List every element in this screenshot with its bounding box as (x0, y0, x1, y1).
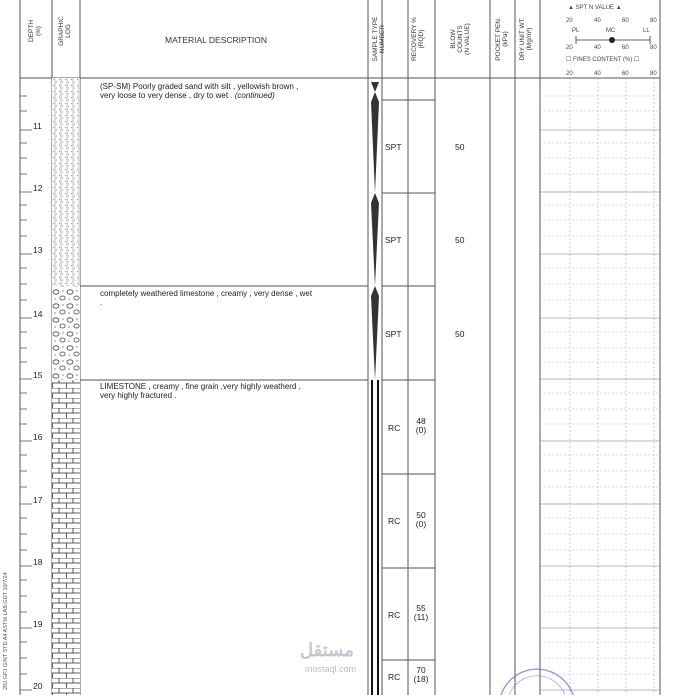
blow-count-2: 50 (455, 235, 465, 245)
sample-type-6: RC (388, 610, 401, 620)
header-counts-label: COUNTS (457, 25, 464, 53)
header-graphic-log (58, 6, 72, 56)
scale2-80: 80 (650, 45, 657, 51)
depth-label-20: 20 (33, 681, 43, 691)
recovery-4 (411, 417, 431, 435)
header-mc: MC (606, 28, 616, 34)
header-n-value-label: (N VALUE) (464, 23, 471, 55)
sand-pattern-icon (52, 78, 80, 286)
desc-limestone-line2: very highly fractured . (100, 391, 177, 400)
scale3-40: 40 (594, 71, 601, 77)
header-kpa-label: (kPa) (502, 31, 509, 47)
watermark-latin: mostaql.com (305, 664, 357, 674)
weathered-limestone-pattern-icon (52, 286, 80, 380)
depth-label-18: 18 (33, 557, 43, 567)
header-dry-unit-wt-label: DRY UNIT WT. (519, 17, 526, 61)
scale2-40: 40 (594, 45, 601, 51)
header-depth-label: DEPTH (28, 19, 35, 43)
header-blow-label: BLOW (450, 29, 457, 49)
depth-label-14: 14 (33, 309, 43, 319)
rqd-6-value: (11) (413, 612, 429, 622)
header-ll: LL (643, 28, 650, 34)
header-spt-title: ▲ SPT N VALUE ▲ (568, 5, 622, 11)
rqd-5-value: (0) (415, 519, 427, 529)
header-graphic-label: GRAPHIC (58, 16, 65, 46)
depth-label-16: 16 (33, 432, 43, 442)
scale3-60: 60 (622, 71, 629, 77)
desc-sand-continued: (continued) (234, 91, 275, 100)
recovery-6 (411, 604, 431, 622)
desc-sand (100, 82, 298, 100)
depth-label-11: 11 (33, 121, 42, 131)
header-number-label: NUMBER (379, 24, 386, 54)
header-mgm3-label: (Mg/m³) (526, 27, 533, 51)
desc-weathered-line2: . (100, 298, 103, 307)
scale3-80: 80 (650, 71, 657, 77)
watermark-arabic: مستقل (300, 640, 354, 660)
side-gint-label: 202.GPJ GINT STD A4 ASTM LAB.GDT 10/7/24 (3, 572, 9, 690)
header-recovery (411, 6, 425, 72)
header-fines-content: ☐ FINES CONTENT (%) ☐ (566, 57, 640, 63)
header-pocket-pen (495, 6, 509, 72)
header-blow-counts (450, 6, 471, 72)
sample-type-3: SPT (385, 329, 402, 339)
header-pocket-pen-label: POCKET PEN. (495, 17, 502, 61)
scale1-40: 40 (594, 18, 601, 24)
header-log-label: LOG (65, 24, 72, 38)
header-pl: PL (572, 28, 580, 34)
rqd-7-value: (18) (413, 674, 429, 684)
blow-count-1: 50 (455, 142, 465, 152)
depth-label-13: 13 (33, 245, 43, 255)
sample-type-2: SPT (385, 235, 402, 245)
header-sample-type-label: SAMPLE TYPE (372, 16, 379, 62)
header-recovery-label: RECOVERY % (411, 17, 418, 61)
depth-label-15: 15 (33, 370, 43, 380)
pl-mc-ll-scale-icon (568, 35, 658, 45)
header-rqd-label: (RQD) (418, 29, 425, 49)
scale1-80: 80 (650, 18, 657, 24)
sample-column (368, 78, 382, 695)
depth-label-17: 17 (33, 495, 43, 505)
limestone-pattern-icon (52, 380, 80, 695)
stamp-seal-icon (497, 660, 577, 695)
scale2-60: 60 (622, 45, 629, 51)
scale1-20: 20 (566, 18, 573, 24)
depth-label-19: 19 (33, 619, 43, 629)
rqd-4-value: (0) (415, 425, 427, 435)
desc-sand-line1: (SP-SM) Poorly graded sand with silt , yellowish brown , (100, 82, 299, 91)
header-depth (28, 6, 42, 56)
recovery-5-value: 50 (416, 510, 426, 520)
recovery-4-value: 48 (416, 416, 426, 426)
sample-type-5: RC (388, 516, 401, 526)
scale2-20: 20 (566, 45, 573, 51)
header-dry-unit-wt (519, 6, 533, 72)
recovery-6-value: 55 (416, 603, 426, 613)
recovery-7-value: 70 (416, 665, 426, 675)
sample-type-1: SPT (385, 142, 402, 152)
desc-sand-line2: very loose to very dense , dry to wet . (100, 91, 235, 100)
recovery-7 (411, 666, 431, 684)
header-sample-type (372, 6, 386, 72)
desc-weathered-limestone (100, 289, 312, 307)
header-material-description: MATERIAL DESCRIPTION (165, 35, 268, 45)
blow-count-3: 50 (455, 329, 465, 339)
depth-label-12: 12 (33, 183, 43, 193)
recovery-5 (411, 511, 431, 529)
sample-type-4: RC (388, 423, 401, 433)
scale3-20: 20 (566, 71, 573, 77)
graphic-log (52, 78, 80, 695)
desc-weathered-line1: completely weathered limestone , creamy , very dense , wet (100, 289, 313, 298)
desc-limestone-line1: LIMESTONE , creamy , fine grain ,very highly weatherd , (100, 382, 301, 391)
sample-type-7: RC (388, 672, 401, 682)
desc-limestone (100, 382, 301, 400)
scale1-60: 60 (622, 18, 629, 24)
header-depth-unit: (m) (35, 26, 42, 36)
